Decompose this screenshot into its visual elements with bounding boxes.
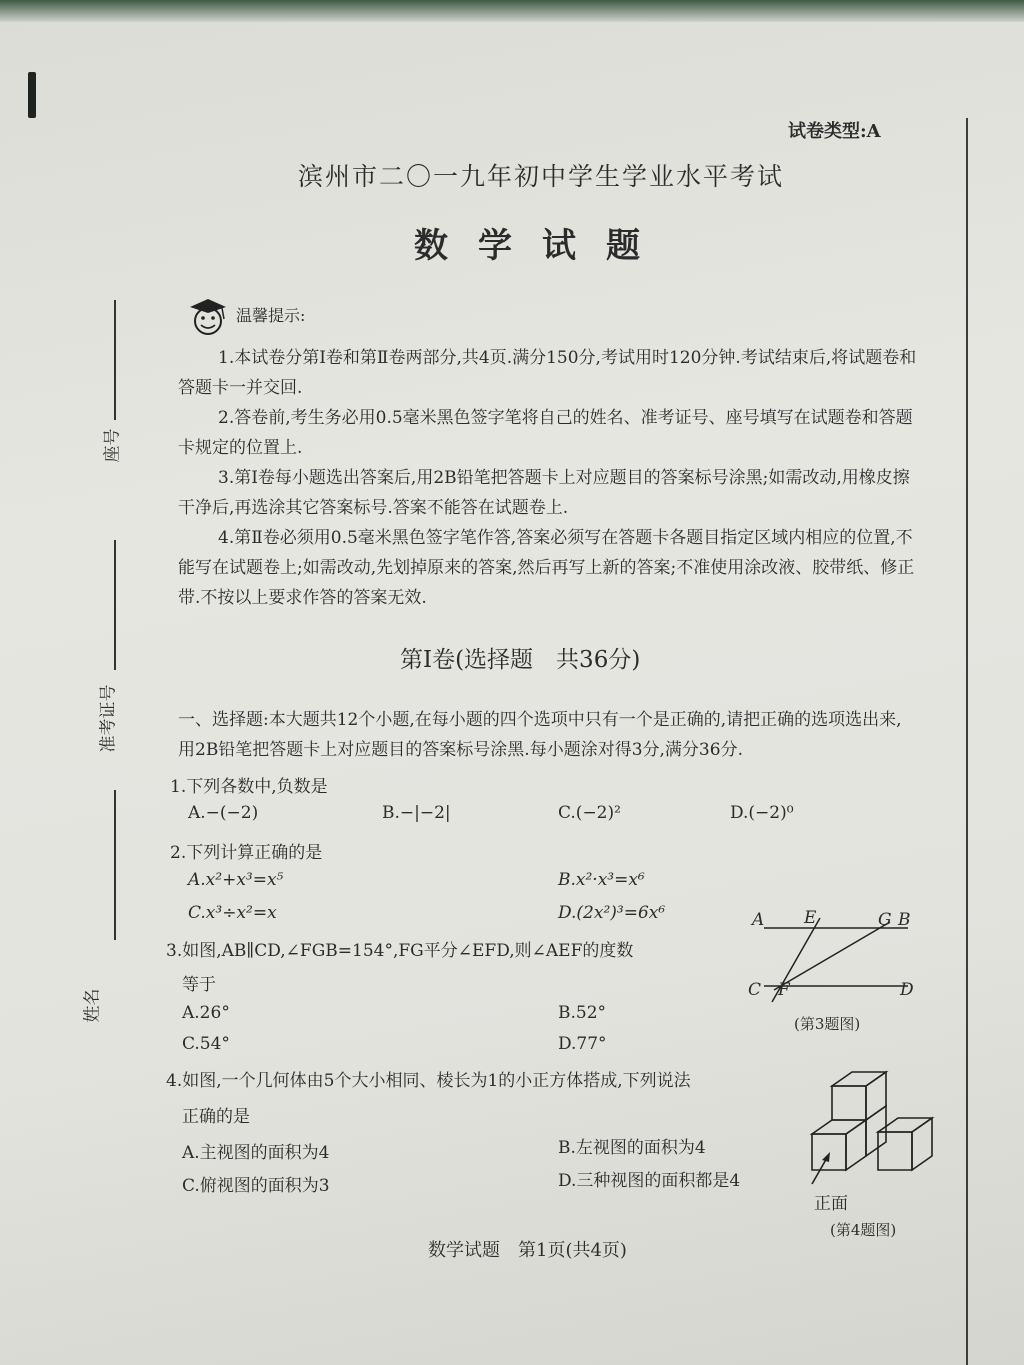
q2-option-a: A.x²+x³=x⁵ <box>188 870 284 890</box>
note-1: 1.本试卷分第Ⅰ卷和第Ⅱ卷两部分,共4页.满分150分,考试用时120分钟.考试结束后,将试题卷和答题卡一并交回. <box>178 348 917 398</box>
q3-stem: 3.如图,AB∥CD,∠FGB=154°,FG平分∠EFD,则∠AEF的度数 <box>166 941 634 961</box>
section-instructions: 一、选择题:本大题共12个小题,在每小题的四个选项中只有一个是正确的,请把正确的选项选出来,用2B铅笔把答题卡上对应题目的答案标号涂黑.每小题涂对得3分,满分36分. <box>178 710 902 760</box>
q3-option-a: A.26° <box>182 1003 230 1023</box>
tips-heading: 温馨提示: <box>236 306 306 325</box>
label-g: G <box>878 910 892 930</box>
margin-rule <box>966 118 968 1365</box>
q3-stem-cont: 等于 <box>182 975 216 995</box>
exam-title: 滨州市二〇一九年初中学生学业水平考试 <box>298 162 785 191</box>
q4-option-c: C.俯视图的面积为3 <box>182 1176 330 1196</box>
binder-clip <box>28 72 36 118</box>
q4-option-b: B.左视图的面积为4 <box>558 1138 706 1158</box>
q1-stem: 1.下列各数中,负数是 <box>170 777 328 797</box>
q4-stem: 4.如图,一个几何体由5个大小相同、棱长为1的小正方体搭成,下列说法 <box>166 1071 691 1091</box>
q2-option-c: C.x³÷x²=x <box>188 903 277 923</box>
q1-option-c: C.(−2)² <box>558 803 621 823</box>
smiley-icon <box>184 297 230 341</box>
label-c: C <box>748 980 762 1000</box>
q2-option-d: D.(2x²)³=6x⁶ <box>558 903 666 923</box>
background-strip <box>0 0 1024 22</box>
page-footer: 数学试题 第1页(共4页) <box>428 1240 627 1261</box>
section-title: 第Ⅰ卷(选择题 共36分) <box>400 647 641 673</box>
figure-4 <box>800 1066 935 1195</box>
ticket-line <box>114 540 116 670</box>
note-4: 4.第Ⅱ卷必须用0.5毫米黑色签字笔作答,答案必须写在答题卡各题目指定区域内相应的位置,不能写在试题卷上;如需改动,先划掉原来的答案,然后再写上新的答案;不准使用涂改液、胶带纸、修正带.不按以上要求作答的答案无效. <box>178 528 915 608</box>
q2-stem: 2.下列计算正确的是 <box>170 843 323 863</box>
ticket-label: 准考证号 <box>98 684 119 753</box>
note-3: 3.第Ⅰ卷每小题选出答案后,用2B铅笔把答题卡上对应题目的答案标号涂黑;如需改动,用橡皮擦干净后,再选涂其它答案标号.答案不能答在试题卷上. <box>178 468 910 518</box>
q2-option-b: B.x²·x³=x⁶ <box>558 870 645 890</box>
label-b: B <box>898 910 911 930</box>
q4-option-a: A.主视图的面积为4 <box>182 1143 330 1163</box>
figure-4-caption: (第4题图) <box>830 1221 897 1239</box>
q1-option-d: D.(−2)⁰ <box>730 803 794 823</box>
label-d: D <box>900 980 914 1000</box>
figure-3-caption: (第3题图) <box>794 1015 861 1033</box>
q4-stem-cont: 正确的是 <box>182 1107 250 1127</box>
label-f: F <box>778 980 790 1000</box>
label-a: A <box>752 910 765 930</box>
label-e: E <box>804 908 817 928</box>
q4-option-d: D.三种视图的面积都是4 <box>558 1171 741 1191</box>
q3-option-c: C.54° <box>182 1034 230 1054</box>
q3-option-b: B.52° <box>558 1003 607 1023</box>
q3-option-d: D.77° <box>558 1034 607 1054</box>
q1-option-b: B.−|−2| <box>382 803 451 823</box>
line-fg <box>774 922 890 990</box>
name-line <box>114 790 116 940</box>
name-label: 姓名 <box>82 988 103 1023</box>
subject-title: 数学试题 <box>414 226 670 266</box>
note-2: 2.答卷前,考生务必用0.5毫米黑色签字笔将自己的姓名、准考证号、座号填写在试题卷和答题卡规定的位置上. <box>178 408 913 458</box>
exam-type: 试卷类型:A <box>788 121 881 142</box>
q1-option-a: A.−(−2) <box>188 803 259 823</box>
front-label: 正面 <box>814 1194 848 1214</box>
seat-label: 座号 <box>102 428 123 463</box>
